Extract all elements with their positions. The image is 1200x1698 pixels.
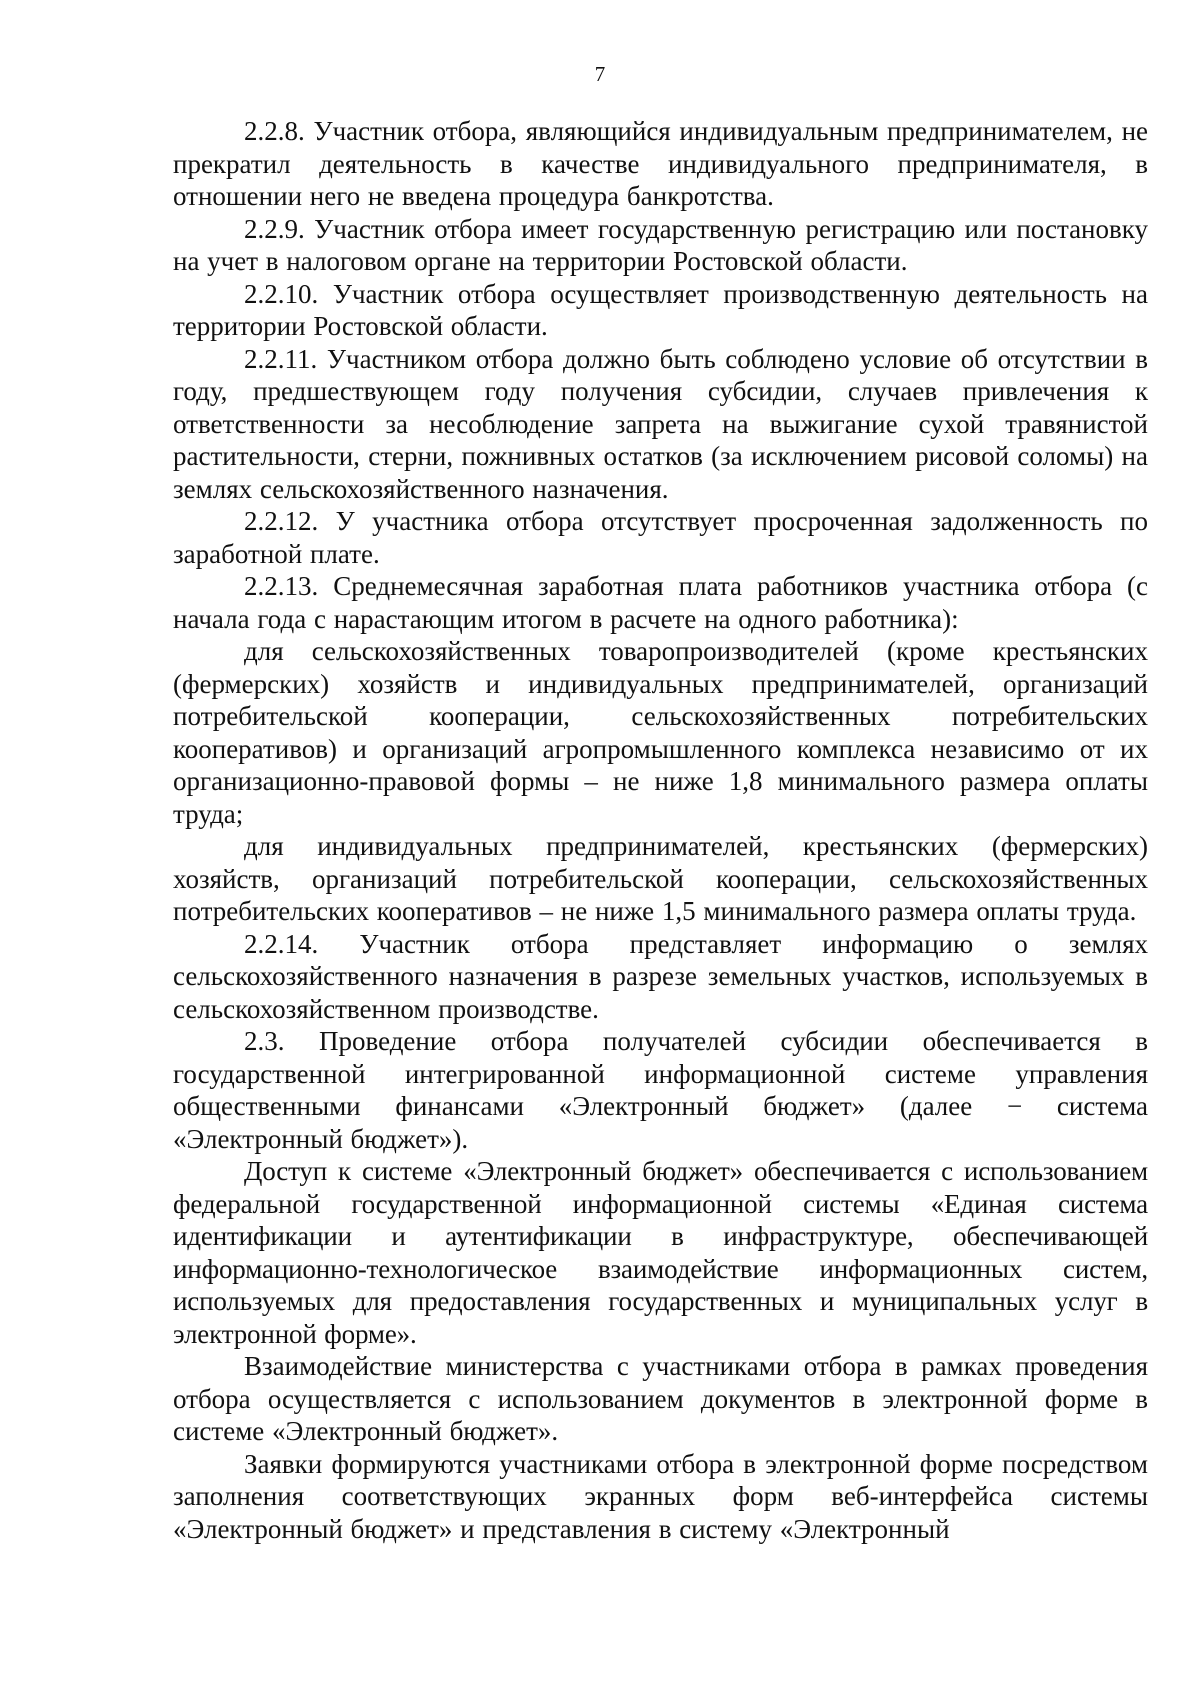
paragraph-2-2-8: 2.2.8. Участник отбора, являющийся индивидуальным предпринимателем, не прекратил деятельность в качестве индивидуального предпринимателя, в отношении него не введена процедура банкротства. (173, 116, 1148, 211)
paragraph-2-2-11: 2.2.11. Участником отбора должно быть соблюдено условие об отсутствии в году, предшествующем году получения субсидии, случаев привлечения к ответственности за несоблюдение запрета на выжигание сухой травянистой растительности, стерни, пожнивных остатков (за исключением рисовой соломы) на землях сельскохозяйственного назначения. (173, 343, 1148, 504)
paragraph-2-2-13: 2.2.13. Среднемесячная заработная плата работников участника отбора (с начала года с нарастающим итогом в расчете на одного работника): (173, 571, 1148, 634)
paragraph-2-2-10: 2.2.10. Участник отбора осуществляет производственную деятельность на территории Ростовской области. (173, 278, 1148, 341)
paragraph-2-2-13-agricultural-producers: для сельскохозяйственных товаропроизводителей (кроме крестьянских (фермерских) хозяйств и индивидуальных предпринимателей, организаций потребительской кооперации, сельскохозяйственных потребительских кооперативов) и организаций агропромышленного комплекса независимо от их организационно-правовой формы – не ниже 1,8 минимального размера оплаты труда; (173, 636, 1148, 829)
paragraph-applications: Заявки формируются участниками отбора в электронной форме посредством заполнения соответствующих экранных форм веб-интерфейса системы «Электронный бюджет» и представления в систему «Электронный (173, 1448, 1148, 1544)
paragraph-access-electronic-budget: Доступ к системе «Электронный бюджет» обеспечивается с использованием федеральной государственной информационной системы «Единая система идентификации и аутентификации в инфраструктуре, обеспечивающей информационно-технологическое взаимодействие информационных систем, используемых для предоставления государственных и муниципальных услуг в электронной форме». (173, 1156, 1148, 1349)
paragraph-2-2-13-entrepreneurs: для индивидуальных предпринимателей, крестьянских (фермерских) хозяйств, организаций потребительской кооперации, сельскохозяйственных потребительских кооперативов – не ниже 1,5 минимального размера оплаты труда. (173, 831, 1148, 926)
paragraph-2-2-9: 2.2.9. Участник отбора имеет государственную регистрацию или постановку на учет в налоговом органе на территории Ростовской области. (173, 213, 1148, 276)
paragraph-2-2-14: 2.2.14. Участник отбора представляет информацию о землях сельскохозяйственного назначения в разрезе земельных участков, используемых в сельскохозяйственном производстве. (173, 928, 1148, 1024)
paragraph-2-2-12: 2.2.12. У участника отбора отсутствует просроченная задолженность по заработной плате. (173, 506, 1148, 569)
paragraph-ministry-interaction: Взаимодействие министерства с участниками отбора в рамках проведения отбора осуществляется с использованием документов в электронной форме в системе «Электронный бюджет». (173, 1351, 1148, 1446)
paragraph-2-3: 2.3. Проведение отбора получателей субсидии обеспечивается в государственной интегрированной информационной системе управления общественными финансами «Электронный бюджет» (далее − система «Электронный бюджет»). (173, 1026, 1148, 1154)
document-body (173, 115, 1148, 1545)
page-number: 7 (594, 62, 606, 86)
